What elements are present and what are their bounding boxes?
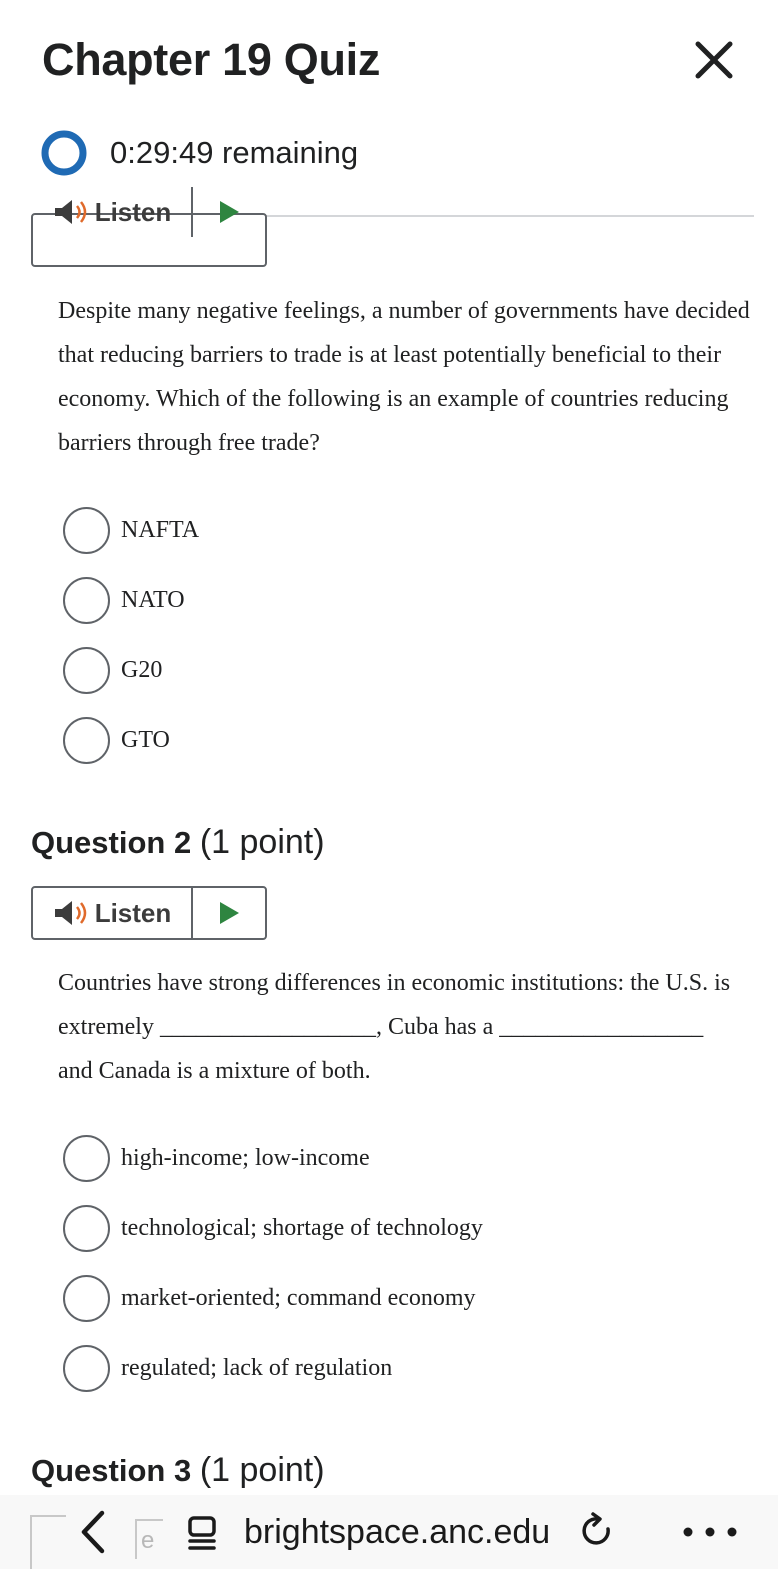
close-icon — [690, 36, 738, 84]
more-dots-icon — [678, 1517, 742, 1547]
more-options-button[interactable] — [678, 1517, 742, 1547]
obscured-tab-fragment: e — [135, 1519, 163, 1559]
question-1-option-3[interactable] — [63, 646, 162, 694]
question-2-option-3[interactable] — [63, 1274, 476, 1322]
play-button-q2[interactable] — [193, 888, 265, 938]
question-points: (1 point) — [199, 1451, 325, 1489]
question-number: Question 2 — [31, 825, 192, 860]
quiz-scroll-area[interactable] — [0, 196, 778, 1569]
speaker-icon — [53, 197, 89, 227]
option-label: technological; shortage of technology — [121, 1214, 483, 1241]
question-2-option-4[interactable] — [63, 1344, 392, 1392]
option-label: regulated; lack of regulation — [121, 1354, 393, 1381]
radio-button[interactable] — [63, 1275, 110, 1322]
browser-toolbar — [0, 1495, 778, 1569]
listen-label: Listen — [94, 897, 172, 928]
radio-button[interactable] — [63, 1135, 110, 1182]
page-title: Chapter 19 Quiz — [42, 34, 381, 85]
question-1-text: Despite many negative feelings, a number of governments have decided that reducing barriers to trade is at least potentially beneficial to their economy. Which of the following is an example of countries reducing barriers through free trade? — [58, 298, 750, 456]
play-icon — [216, 199, 242, 225]
timer-remaining-text: 0:29:49 remaining — [110, 135, 359, 170]
listen-widget-q1 — [31, 196, 267, 267]
option-label: high-income; low-income — [121, 1144, 370, 1171]
address-bar-url[interactable]: brightspace.anc.edu — [244, 1513, 551, 1551]
question-1-option-1[interactable] — [63, 506, 199, 554]
option-label: market-oriented; command economy — [121, 1284, 476, 1311]
question-1-option-2[interactable] — [63, 576, 185, 624]
question-points: (1 point) — [199, 823, 325, 861]
question-2-option-2[interactable] — [63, 1204, 483, 1252]
listen-label: Listen — [94, 196, 172, 227]
reload-button[interactable] — [576, 1511, 618, 1553]
radio-button[interactable] — [63, 1205, 110, 1252]
listen-button-q2[interactable] — [33, 888, 193, 938]
back-button[interactable] — [72, 1509, 114, 1555]
play-button-q1[interactable] — [193, 187, 265, 237]
option-label: NATO — [121, 586, 185, 613]
page-menu-button[interactable] — [186, 1515, 220, 1551]
option-label: NAFTA — [121, 516, 200, 543]
option-label: G20 — [121, 656, 163, 683]
radio-button[interactable] — [63, 717, 110, 764]
close-button[interactable] — [690, 36, 738, 84]
radio-button[interactable] — [63, 1345, 110, 1392]
quiz-timer — [40, 128, 358, 178]
obscured-listen-widget — [30, 1515, 66, 1569]
question-1-option-4[interactable] — [63, 716, 170, 764]
question-3-heading — [31, 1451, 325, 1490]
page-format-icon — [186, 1515, 220, 1551]
radio-button[interactable] — [63, 507, 110, 554]
question-number: Question 3 — [31, 1453, 192, 1488]
play-icon — [216, 900, 242, 926]
timer-ring-icon — [40, 129, 88, 177]
option-label: GTO — [121, 726, 170, 753]
listen-widget-q2 — [31, 886, 267, 940]
speaker-icon — [53, 898, 89, 928]
listen-button-q1[interactable] — [33, 187, 193, 237]
question-2-heading — [31, 823, 325, 862]
radio-button[interactable] — [63, 647, 110, 694]
chevron-left-icon — [72, 1509, 114, 1555]
radio-button[interactable] — [63, 577, 110, 624]
reload-icon — [576, 1511, 618, 1553]
question-2-option-1[interactable] — [63, 1134, 370, 1182]
question-2-text: Countries have strong differences in economic institutions: the U.S. is extremely __________________, Cuba has a _________________ and Canada is a mixture of both. — [58, 970, 731, 1084]
